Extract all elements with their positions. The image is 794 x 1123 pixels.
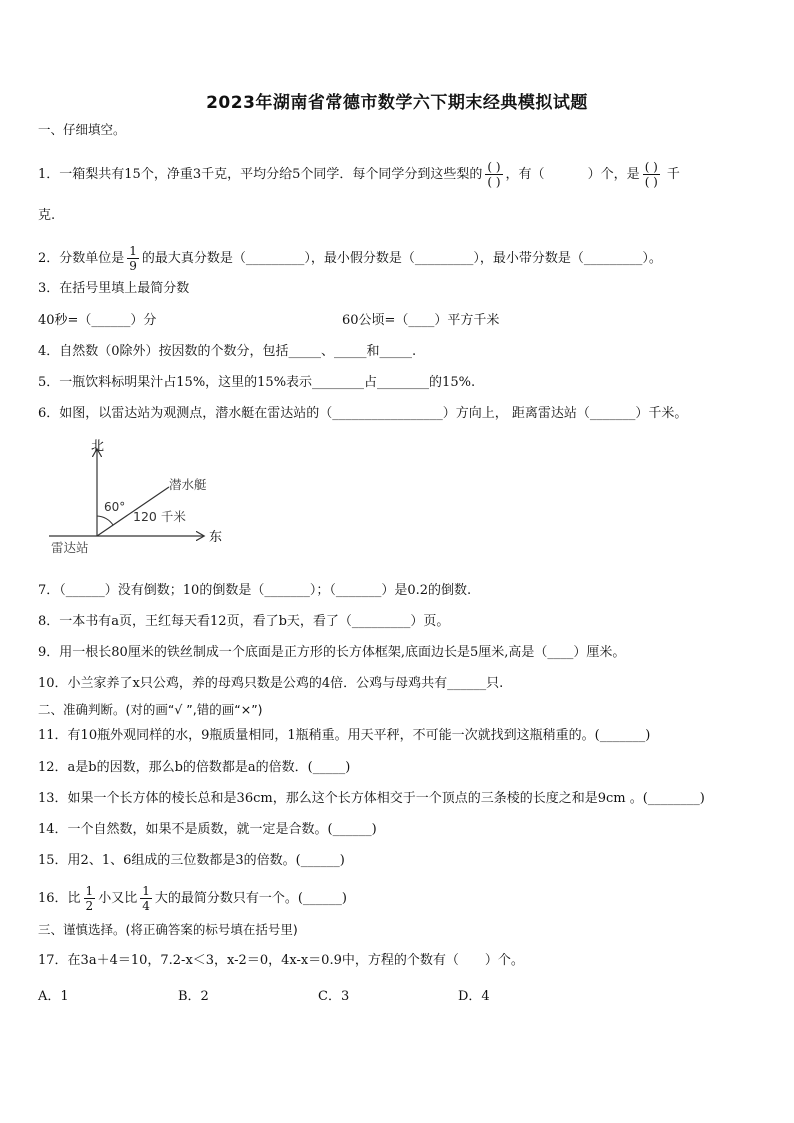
- section-heading-1: 一、仔细填空。: [38, 122, 126, 137]
- question-6: 6．如图，以雷达站为观测点，潜水艇在雷达站的（_________________）方向上， 距离雷达站（_______）千米。: [38, 406, 688, 421]
- q2-fraction: [127, 244, 139, 273]
- section-heading-2: 二、准确判断。(对的画“√ ”,错的画“×”): [38, 702, 263, 717]
- submarine-label: 潜水艇: [169, 477, 207, 492]
- question-3: 3．在括号里填上最简分数: [38, 281, 190, 296]
- q1-fraction-1: [485, 160, 502, 189]
- question-10: 10．小兰家养了x只公鸡，养的母鸡只数是公鸡的4倍．公鸡与母鸡共有______只.: [38, 676, 504, 691]
- question-8: 8．一本书有a页，王红每天看12页，看了b天，看了（_________）页。: [38, 614, 450, 629]
- q2-text-a: 2．分数单位是: [38, 251, 125, 266]
- question-1-cont: 克.: [38, 208, 56, 223]
- question-12: 12．a是b的因数，那么b的倍数都是a的倍数．(_____): [38, 760, 351, 775]
- question-15: 15．用2、1、6组成的三位数都是3的倍数。(______): [38, 853, 345, 868]
- q16-text-a: 16．比: [38, 891, 81, 906]
- q16-text-b: 小又比: [98, 891, 138, 906]
- question-3a: 40秒=（______）分: [38, 313, 157, 328]
- question-2: [38, 244, 662, 273]
- distance-label: 120 千米: [133, 509, 186, 524]
- q16-frac2-num: 1: [142, 884, 150, 898]
- q16-frac2-den: 4: [142, 899, 150, 913]
- q1-text-c: 千: [666, 167, 680, 182]
- q1-frac2-num: ( ): [644, 160, 658, 174]
- q2-frac-num: 1: [129, 244, 137, 258]
- question-9: 9．用一根长80厘米的铁丝制成一个底面是正方形的长方体框架,底面边长是5厘米,高是（____）厘米。: [38, 645, 626, 660]
- question-14: 14．一个自然数，如果不是质数，就一定是合数。(______): [38, 822, 377, 837]
- q2-frac-den: 9: [129, 259, 137, 273]
- question-13: 13．如果一个长方体的棱长总和是36cm，那么这个长方体相交于一个顶点的三条棱的长度之和是9cm 。(________): [38, 791, 705, 806]
- station-label: 雷达站: [51, 540, 89, 555]
- question-1: [38, 160, 680, 189]
- q1-frac2-den: ( ): [644, 175, 658, 189]
- option-a: A．1: [38, 989, 69, 1004]
- question-3b: 60公顷=（____）平方千米: [342, 313, 500, 328]
- question-5: 5．一瓶饮料标明果汁占15%，这里的15%表示________占________的15%.: [38, 375, 476, 390]
- angle-arc: [97, 516, 113, 525]
- option-d: D．4: [458, 989, 490, 1004]
- q16-text-c: 大的最简分数只有一个。(______): [154, 891, 347, 906]
- q16-frac1-den: 2: [85, 899, 94, 913]
- section-heading-3: 三、谨慎选择。(将正确答案的标号填在括号里): [38, 922, 298, 937]
- option-c: C．3: [318, 989, 350, 1004]
- question-17: 17．在3a＋4＝10，7.2-x＜3，x-2＝0，4x-x＝0.9中，方程的个数有（ ）个。: [38, 953, 524, 968]
- question-11: 11．有10瓶外观同样的水，9瓶质量相同，1瓶稍重。用天平秤，不可能一次就找到这瓶稍重的。(_______): [38, 728, 651, 743]
- question-17-options: [38, 988, 598, 1006]
- q16-fraction-1: [84, 884, 96, 913]
- q1-text-a: 1．一箱梨共有15个，净重3千克，平均分给5个同学．每个同学分到这些梨的: [38, 167, 483, 182]
- q1-frac1-den: ( ): [487, 175, 501, 189]
- question-4: 4．自然数（0除外）按因数的个数分，包括_____、_____和_____.: [38, 344, 417, 359]
- east-label: 东: [209, 530, 223, 545]
- question-7: 7．（______）没有倒数；10的倒数是（_______）；（_______）是0.2的倒数.: [38, 583, 472, 598]
- q1-fraction-2: [643, 160, 660, 189]
- q16-fraction-2: [140, 884, 152, 913]
- north-label: 北: [91, 439, 105, 454]
- q16-frac1-num: 1: [85, 884, 94, 898]
- q2-text-b: 的最大真分数是（_________），最小假分数是（_________），最小带分数是（_________）。: [141, 251, 662, 266]
- q1-text-b: ，有（ ）个，是: [505, 167, 640, 182]
- radar-diagram: [45, 436, 245, 562]
- question-16: [38, 884, 347, 913]
- page-title: 2023年湖南省常德市数学六下期末经典模拟试题: [206, 93, 588, 113]
- option-b: B．2: [178, 989, 209, 1004]
- angle-label: 60°: [104, 500, 126, 514]
- q1-frac1-num: ( ): [487, 160, 501, 174]
